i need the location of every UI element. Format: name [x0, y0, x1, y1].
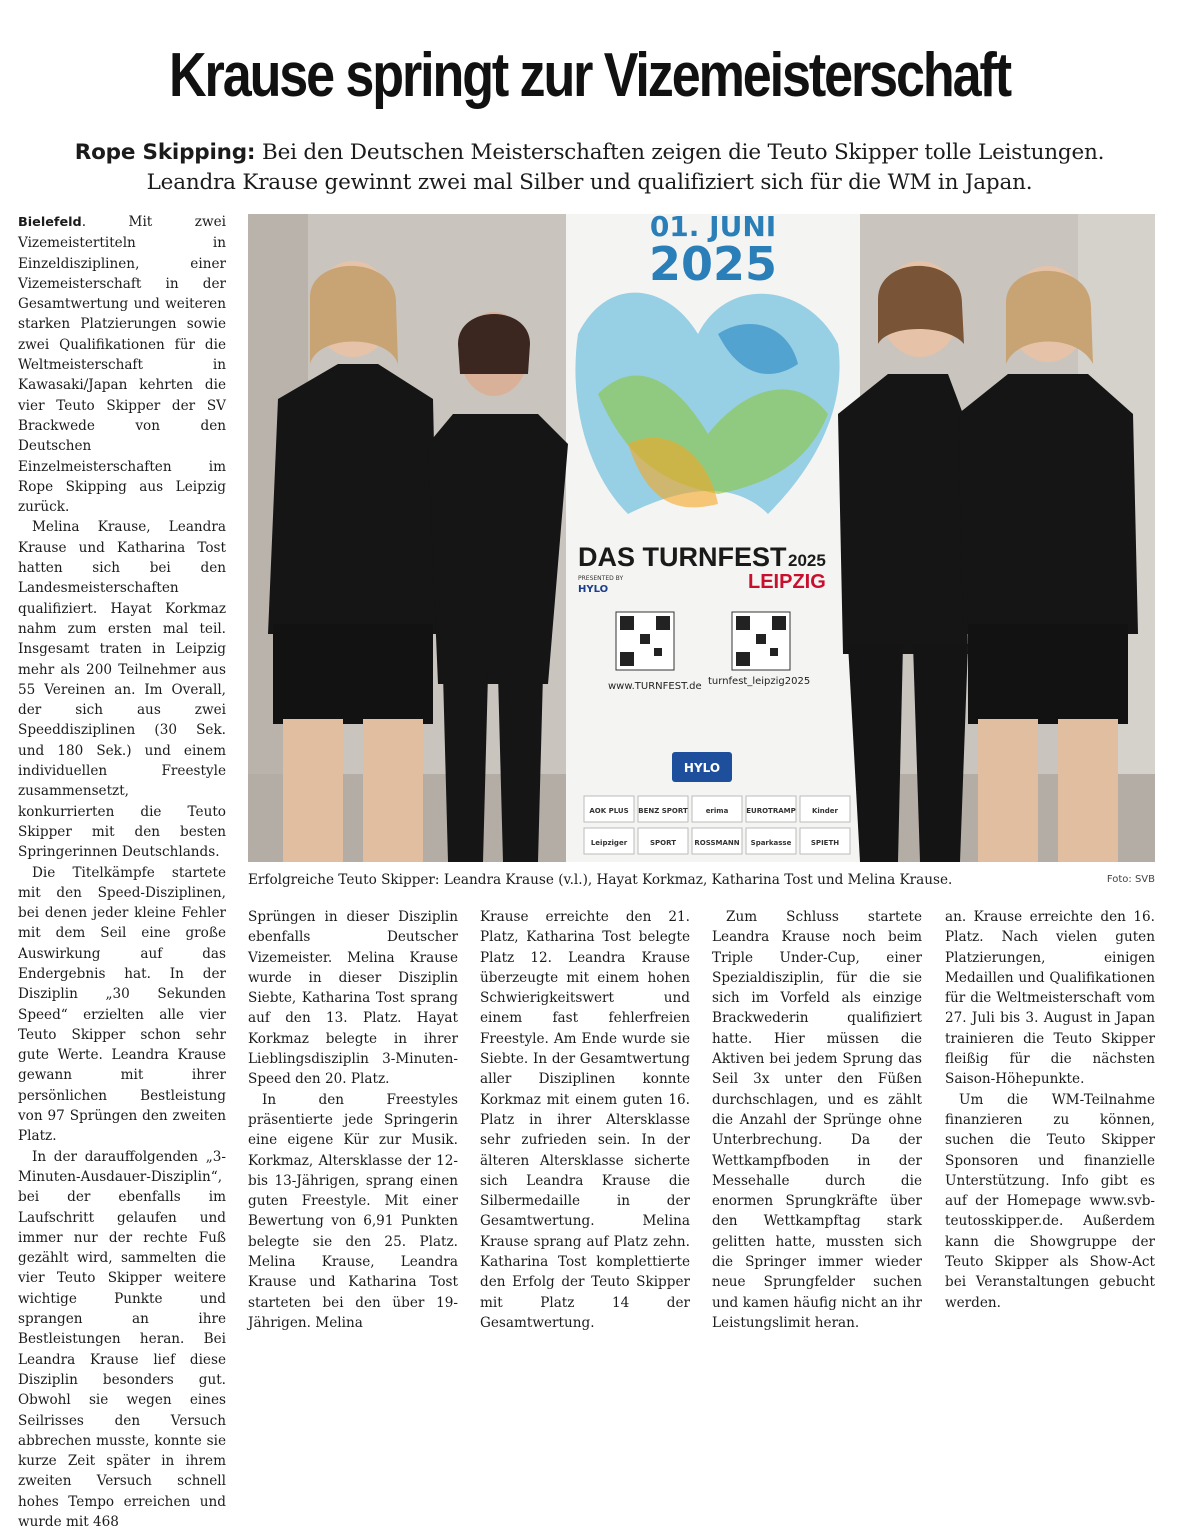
photo-credit: Foto: SVB [1106, 874, 1155, 885]
sponsor-logo-text: EUROTRAMP [746, 807, 796, 815]
team-photo [248, 214, 1155, 862]
paragraph: an. Krause erreichte den 16. Platz. Nach vielen guten Platzierungen, einigen Medaillen und Qualifikationen für die Weltmeisterschaft vom 27. Juli bis 3. August in Japan trainieren die Teuto Skipper fleißig für die nächsten Saison-Höhepunkte. [945, 909, 1155, 1088]
banner-date: 01. JUNI [649, 214, 777, 243]
qr-code-left [616, 612, 674, 670]
sponsor-logo-text: SPIETH [810, 839, 840, 847]
article-column-2 [248, 907, 458, 1333]
sponsor-logo-text: AOK PLUS [589, 807, 629, 815]
subheadline-line-2: Leandra Krause gewinnt zwei mal Silber und qualifiziert sich für die WM in Japan. [146, 170, 1033, 195]
caption-text: Erfolgreiche Teuto Skipper: Leandra Krause (v.l.), Hayat Korkmaz, Katharina Tost und Melina Krause. [248, 872, 953, 888]
paragraph: Melina Krause, Leandra Krause und Katharina Tost hatten sich bei den Landesmeisterschaften qualifiziert. Hayat Korkmaz nahm zum ersten mal teil. Insgesamt traten in Leipzig mehr als 200 Teilnehmer aus 55 Vereinen an. Im Overall, der sich aus zwei Speeddisziplinen (30 Sek. und 180 Sek.) und einem individuellen Freestyle zusammensetzt, konkurrierten die Teuto Skipper mit den besten Springerinnen Deutschlands. [18, 519, 226, 861]
article-headline: Krause springt zur Vizemeisterschaft [169, 41, 1010, 110]
sponsor-logo-text: Kinder [811, 807, 839, 815]
sponsor-logo-text: Sparkasse [750, 839, 792, 847]
paragraph: Sprüngen in dieser Disziplin ebenfalls Deutscher Vizemeister. Melina Krause wurde in dieser Disziplin Siebte, Katharina Tost sprang auf den 13. Platz. Hayat Korkmaz belegte in ihrer Lieblingsdisziplin 3-Minuten-Speed den 20. Platz. [248, 909, 458, 1088]
paragraph: Die Titelkämpfe startete mit den Speed-Disziplinen, bei denen jeder kleine Fehler mit dem Seil eine große Auswirkung auf das Endergebnis hat. In der Disziplin „30 Sekunden Speed“ erzielten alle vier Teuto Skipper schon sehr gute Werte. Leandra Krause gewann mit ihrer persönlichen Bestleistung von 97 Sprüngen den zweiten Platz. [18, 864, 226, 1145]
event-year: 2025 [788, 551, 826, 570]
photo-caption [248, 869, 1155, 891]
sponsor-logo-text: BENZ SPORT [638, 807, 688, 815]
paragraph: Zum Schluss startete Leandra Krause noch beim Triple Under-Cup, einer Spezialdisziplin, für die sie sich im Vorfeld als einzige Brackwederin qualifiziert hatte. Hier müssen die Aktiven bei jedem Sprung das Seil 3x unter den Füßen durchschlagen, und es zählt die Anzahl der Sprünge ohne Unterbrechung. Da der Wettkampfboden in der Messehalle durch die enormen Sprungkräfte über den Wettkampftag stark gelitten hatte, mussten sich die Springer immer wieder neue Sprungfelder suchen und kamen häufig nicht an ihr Leistungslimit heran. [712, 909, 922, 1331]
paragraph: Um die WM-Teilnahme finanzieren zu können, suchen die Teuto Skipper Sponsoren und finanzielle Unterstützung. Info gibt es auf der Homepage www.svb-teutosskipper.de. Außerdem kann die Showgruppe der Teuto Skipper als Show-Act bei Veranstaltungen gebucht werden. [945, 1091, 1155, 1311]
paragraph: Krause erreichte den 21. Platz, Katharina Tost belegte Platz 12. Leandra Krause überzeugte mit einem hohen Schwierigkeitswert und einem fast fehlerfreien Freestyle. Am Ende wurde sie Siebte. In der Gesamtwertung aller Disziplinen konnte Korkmaz mit einem guten 16. Platz in ihrer Altersklasse sehr zufrieden sein. In der älteren Altersklasse sicherte sich Leandra Krause die Silbermedaille in der Gesamtwertung. Melina Krause sprang auf Platz zehn. Katharina Tost komplettierte den Erfolg der Teuto Skipper mit Platz 14 der Gesamtwertung. [480, 909, 690, 1331]
subheadline-text-1: Bei den Deutschen Meisterschaften zeigen die Teuto Skipper tolle Leistungen. [261, 140, 1105, 165]
article-column-4 [712, 907, 922, 1333]
sponsor-logo-text: erima [705, 807, 729, 815]
instagram-handle: turnfest_leipzig2025 [708, 676, 811, 687]
hylo-sponsor-logo: HYLO [683, 761, 721, 775]
article-column-3 [480, 907, 690, 1333]
article-column-5 [945, 907, 1155, 1313]
sponsor-logo-text: SPORT [650, 839, 676, 847]
sponsor-logo-text: Leipziger [590, 839, 628, 847]
banner-year: 2025 [648, 237, 778, 291]
presented-by-label: PRESENTED BY [578, 575, 624, 582]
paragraph: In der darauffolgenden „3-Minuten-Ausdauer-Disziplin“, bei der ebenfalls im Laufschritt gelaufen und immer nur der rechte Fuß gezählt wird, sammelten die vier Teuto Skipper weitere wichtige Punkte und sprangen an ihre Bestleistungen heran. Bei Leandra Krause lief diese Disziplin besonders gut. Obwohl sie wegen eines Seilrisses den Versuch abbrechen musste, konnte sie kurze Zeit später in ihrem zweiten Versuch schnell hohes Tempo erreichen und wurde mit 468 [18, 1148, 226, 1530]
paragraph [18, 212, 226, 517]
qr-code-right [732, 612, 790, 670]
subheadline-kicker: Rope Skipping: [74, 140, 256, 165]
event-city: LEIPZIG [748, 571, 826, 593]
article-column-1 [18, 212, 226, 1532]
sponsor-logo-text: ROSSMANN [694, 839, 740, 847]
paragraph-text: . Mit zwei Vizemeistertiteln in Einzeldisziplinen, einer Vizemeisterschaft in der Gesamtwertung und weiteren starken Platzierungen sowie zwei Qualifikationen für die Weltmeisterschaft in Kawasaki/Japan kehrten die vier Teuto Skipper der SV Brackwede von den Deutschen Einzelmeisterschaften im Rope Skipping aus Leipzig zurück. [18, 214, 226, 516]
presenter-logo: HYLO [578, 584, 609, 595]
paragraph: In den Freestyles präsentierte jede Springerin eine eigene Kür zur Musik. Korkmaz, Altersklasse der 12- bis 13-Jährigen, sprang einen guten Freestyle. Mit einer Bewertung von 6,91 Punkten belegte sie den 25. Platz. Melina Krause, Leandra Krause und Katharina Tost starteten bei den über 19-Jährigen. Melina [248, 1091, 458, 1331]
website-text: www.TURNFEST.de [608, 681, 702, 692]
subheadline-line-1 [0, 138, 1179, 168]
event-title: DAS TURNFEST [578, 542, 787, 572]
dateline: Bielefeld [18, 215, 82, 230]
